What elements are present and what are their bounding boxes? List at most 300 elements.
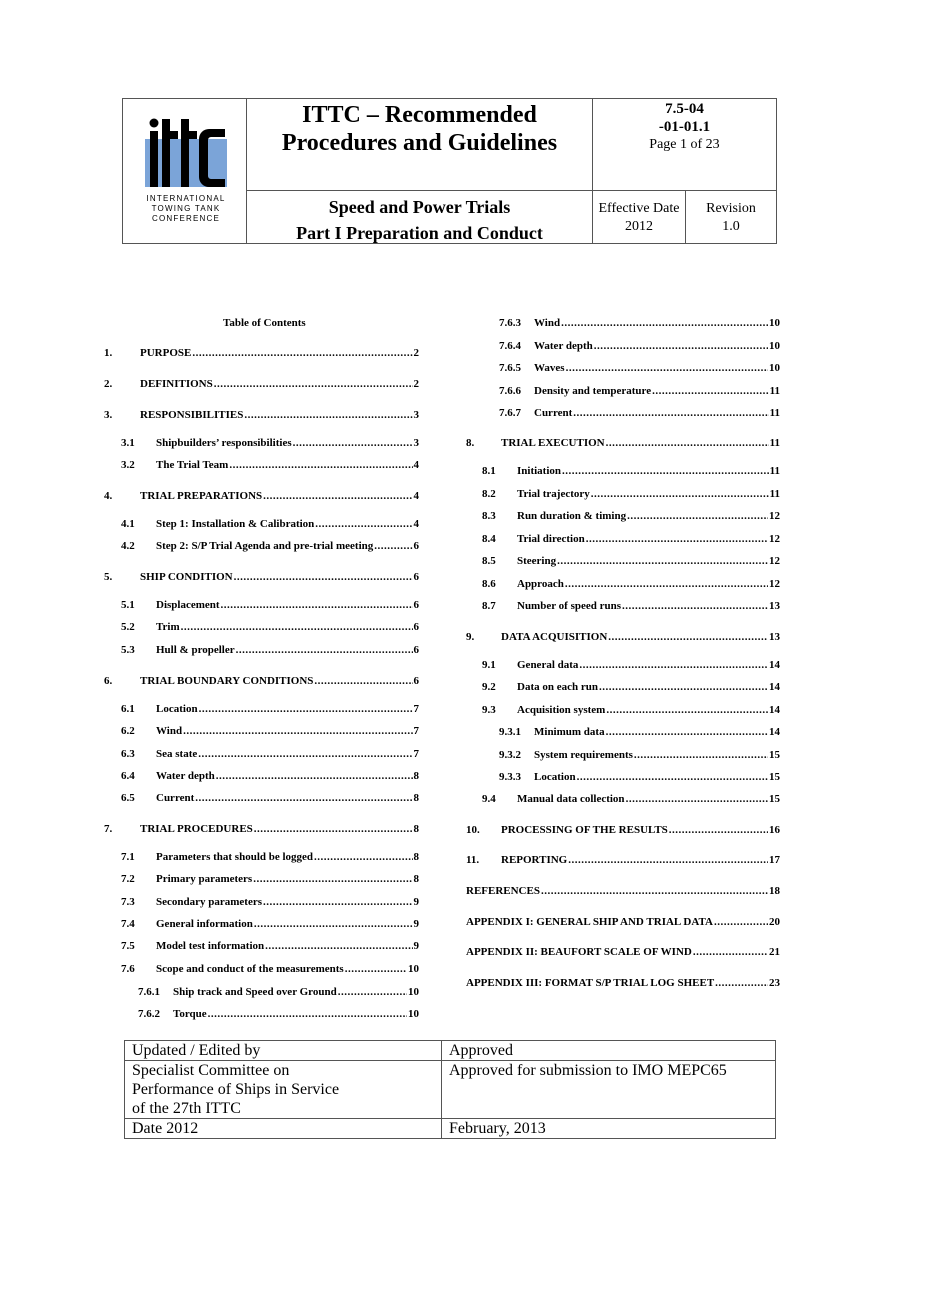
toc-entry[interactable] — [466, 916, 780, 930]
toc-entry[interactable] — [121, 518, 419, 532]
toc-entry-number: 4.2 — [121, 540, 135, 552]
toc-entry[interactable] — [104, 347, 419, 361]
toc-entry[interactable] — [104, 409, 419, 423]
toc-entry-number: 6. — [104, 675, 113, 687]
toc-entry-page: 9 — [413, 940, 419, 952]
toc-entry-title: General data — [517, 659, 579, 671]
toc-entry-page: 2 — [413, 378, 419, 390]
ittc-logo — [145, 117, 227, 224]
toc-entry-number: 7.6.6 — [499, 385, 521, 397]
toc-entry-page: 6 — [413, 621, 419, 633]
toc-entry-body — [140, 571, 419, 584]
toc-entry-number: 7.6.5 — [499, 362, 521, 374]
toc-entry-body — [517, 659, 780, 672]
toc-entry[interactable] — [104, 823, 419, 837]
toc-entry[interactable] — [499, 385, 780, 399]
toc-dot-leader — [195, 792, 412, 805]
toc-entry-page: 8 — [413, 873, 419, 885]
toc-entry-page: 4 — [413, 518, 419, 530]
toc-dot-leader — [314, 675, 412, 688]
toc-entry-number: 4. — [104, 490, 113, 502]
title-cell — [247, 99, 593, 191]
ittc-logo-icon — [145, 117, 227, 189]
toc-dot-leader — [254, 823, 413, 836]
toc-entry-body — [156, 540, 419, 553]
edited-by-header: Updated / Edited by — [125, 1041, 442, 1061]
toc-dot-leader — [374, 540, 412, 553]
toc-entry-page: 14 — [769, 681, 780, 693]
toc-dot-leader — [579, 659, 768, 672]
toc-dot-leader — [652, 385, 768, 398]
approved-header: Approved — [442, 1041, 776, 1061]
toc-entry-page: 11 — [769, 385, 780, 397]
toc-entry-title: TRIAL PROCEDURES — [140, 823, 253, 835]
toc-entry[interactable] — [482, 681, 780, 695]
toc-entry-number: 7.6.1 — [138, 986, 160, 998]
toc-entry[interactable] — [121, 792, 419, 806]
toc-entry-body — [173, 986, 419, 999]
toc-entry-number: 7.6.7 — [499, 407, 521, 419]
toc-entry-number: 5.2 — [121, 621, 135, 633]
toc-entry-body — [517, 465, 780, 478]
toc-entry-body — [534, 362, 780, 375]
toc-entry-title: General information — [156, 918, 253, 930]
logo-subtitle-1: INTERNATIONAL — [146, 194, 226, 203]
toc-dot-leader — [199, 703, 413, 716]
approved-value: Approved for submission to IMO MEPC65 — [442, 1061, 776, 1119]
toc-dot-leader — [634, 749, 768, 762]
toc-entry-page: 6 — [413, 571, 419, 583]
doc-code-line2: -01-01.1 — [658, 119, 711, 135]
doc-title-line2: Procedures and Guidelines — [281, 130, 558, 156]
toc-dot-leader — [338, 986, 407, 999]
toc-entry-page: 9 — [413, 918, 419, 930]
toc-entry-title: Ship track and Speed over Ground — [173, 986, 337, 998]
toc-entry-title: Location — [534, 771, 576, 783]
toc-dot-leader — [586, 533, 768, 546]
toc-entry[interactable] — [499, 726, 780, 740]
revision-value: 1.0 — [722, 219, 740, 234]
toc-entry[interactable] — [466, 437, 780, 451]
toc-entry-title: Run duration & timing — [517, 510, 627, 522]
toc-entry-page: 10 — [769, 362, 780, 374]
toc-dot-leader — [591, 488, 769, 501]
date-value: February, 2013 — [442, 1119, 776, 1139]
edited-by-line3: of the 27th ITTC — [132, 1100, 241, 1117]
toc-entry[interactable] — [138, 986, 419, 1000]
toc-entry-title: Wind — [534, 317, 561, 329]
doc-code-line1: 7.5-04 — [665, 101, 704, 117]
toc-entry-title: DEFINITIONS — [140, 378, 213, 390]
toc-entry-title: Data on each run — [517, 681, 598, 693]
toc-entry-number: 9. — [466, 631, 475, 643]
toc-entry-number: 4.1 — [121, 518, 135, 530]
toc-dot-leader — [714, 916, 768, 929]
toc-entry-page: 15 — [769, 771, 780, 783]
toc-entry-number: 3.2 — [121, 459, 135, 471]
toc-entry[interactable] — [121, 873, 419, 887]
toc-entry[interactable] — [121, 851, 419, 865]
doc-subtitle-line2: Part I Preparation and Conduct — [296, 223, 543, 243]
approval-header-row — [125, 1041, 776, 1061]
toc-entry-page: 15 — [769, 793, 780, 805]
toc-dot-leader — [214, 378, 413, 391]
toc-entry-title: Initiation — [517, 465, 562, 477]
page-number: Page 1 of 23 — [649, 137, 720, 152]
toc-dot-leader — [314, 851, 412, 864]
toc-entry-title: Steering — [517, 555, 557, 567]
toc-entry-page: 14 — [769, 726, 780, 738]
toc-dot-leader — [565, 578, 768, 591]
toc-entry[interactable] — [121, 540, 419, 554]
toc-entry-number: 9.3 — [482, 704, 496, 716]
toc-entry-body — [534, 407, 780, 420]
toc-entry-title: Primary parameters — [156, 873, 253, 885]
toc-entry-page: 10 — [769, 340, 780, 352]
toc-dot-leader — [244, 409, 412, 422]
toc-dot-leader — [216, 770, 413, 783]
toc-entry-page: 23 — [769, 977, 780, 989]
toc-entry[interactable] — [499, 317, 780, 331]
toc-entry-title: APPENDIX II: BEAUFORT SCALE OF WIND — [466, 946, 692, 958]
toc-entry-page: 16 — [769, 824, 780, 836]
toc-entry-page: 18 — [769, 885, 780, 897]
logo-cell — [123, 99, 247, 243]
toc-dot-leader — [557, 555, 768, 568]
toc-entry-page: 6 — [413, 675, 419, 687]
toc-entry[interactable] — [466, 946, 780, 960]
toc-entry-title: APPENDIX III: FORMAT S/P TRIAL LOG SHEET — [466, 977, 715, 989]
toc-dot-leader — [234, 571, 413, 584]
toc-entry-page: 8 — [413, 823, 419, 835]
toc-entry-body — [534, 771, 780, 784]
toc-entry-number: 8.7 — [482, 600, 496, 612]
toc-entry-page: 7 — [413, 703, 419, 715]
toc-entry-page: 10 — [408, 963, 419, 975]
toc-dot-leader — [263, 490, 412, 503]
toc-entry-page: 3 — [413, 409, 419, 421]
toc-dot-leader — [254, 918, 413, 931]
revision-cell — [686, 191, 776, 243]
toc-entry[interactable] — [121, 896, 419, 910]
toc-entry[interactable] — [482, 465, 780, 479]
toc-entry-title: RESPONSIBILITIES — [140, 409, 244, 421]
toc-entry-body — [140, 347, 419, 360]
toc-dot-leader — [608, 631, 768, 644]
toc-entry-body — [140, 675, 419, 688]
toc-dot-leader — [566, 362, 768, 375]
toc-entry-page: 8 — [413, 851, 419, 863]
revision-label: Revision — [706, 201, 756, 216]
toc-entry-body — [466, 977, 780, 990]
toc-entry[interactable] — [104, 571, 419, 585]
toc-entry-page: 6 — [413, 644, 419, 656]
toc-entry-page: 13 — [769, 631, 780, 643]
toc-entry-page: 9 — [413, 896, 419, 908]
toc-entry-title: Parameters that should be logged — [156, 851, 314, 863]
toc-entry-number: 8.3 — [482, 510, 496, 522]
toc-entry-body — [140, 823, 419, 836]
toc-dot-leader — [599, 681, 768, 694]
toc-entry-number: 8.4 — [482, 533, 496, 545]
toc-entry-body — [501, 437, 780, 450]
toc-entry-body — [156, 621, 419, 634]
toc-entry-title: Torque — [173, 1008, 207, 1020]
toc-entry[interactable] — [121, 770, 419, 784]
toc-dot-leader — [265, 940, 412, 953]
toc-entry-title: PURPOSE — [140, 347, 192, 359]
toc-entry-body — [517, 793, 780, 806]
toc-entry[interactable] — [499, 407, 780, 421]
date-label: Date 2012 — [125, 1119, 442, 1139]
toc-entry-body — [517, 555, 780, 568]
toc-entry-number: 9.2 — [482, 681, 496, 693]
toc-entry-number: 9.1 — [482, 659, 496, 671]
toc-entry[interactable] — [121, 918, 419, 932]
toc-entry[interactable] — [499, 749, 780, 763]
toc-entry[interactable] — [482, 578, 780, 592]
toc-entry-body — [534, 317, 780, 330]
toc-entry-number: 6.3 — [121, 748, 135, 760]
toc-entry-title: Acquisition system — [517, 704, 606, 716]
toc-entry-number: 9.3.3 — [499, 771, 521, 783]
toc-entry-body — [156, 940, 419, 953]
toc-entry-title: Displacement — [156, 599, 220, 611]
toc-entry-page: 7 — [413, 748, 419, 760]
toc-entry-page: 4 — [413, 490, 419, 502]
toc-dot-leader — [263, 896, 412, 909]
logo-i-dot — [150, 119, 159, 128]
toc-entry[interactable] — [482, 555, 780, 569]
toc-entry-number: 7.6.3 — [499, 317, 521, 329]
toc-entry-page: 20 — [769, 916, 780, 928]
toc-entry-page: 13 — [769, 600, 780, 612]
toc-entry[interactable] — [121, 644, 419, 658]
toc-entry[interactable] — [466, 885, 780, 899]
toc-entry[interactable] — [121, 963, 419, 977]
toc-entry-title: Trial trajectory — [517, 488, 590, 500]
toc-entry-title: Scope and conduct of the measurements — [156, 963, 344, 975]
toc-entry-title: Current — [534, 407, 573, 419]
logo-i-stem — [150, 131, 158, 187]
toc-entry[interactable] — [121, 748, 419, 762]
edited-by-line2: Performance of Ships in Service — [132, 1081, 340, 1098]
toc-dot-leader — [181, 621, 413, 634]
toc-entry[interactable] — [138, 1008, 419, 1022]
toc-entry-title: Step 2: S/P Trial Agenda and pre-trial meeting — [156, 540, 374, 552]
toc-entry-page: 6 — [413, 599, 419, 611]
toc-entry-body — [156, 792, 419, 805]
toc-entry-body — [173, 1008, 419, 1021]
toc-entry[interactable] — [121, 940, 419, 954]
toc-entry-page: 14 — [769, 659, 780, 671]
toc-entry-body — [156, 437, 419, 450]
toc-dot-leader — [606, 726, 768, 739]
toc-entry[interactable] — [104, 378, 419, 392]
toc-entry-body — [156, 963, 419, 976]
toc-entry-number: 7.6.2 — [138, 1008, 160, 1020]
toc-entry[interactable] — [121, 459, 419, 473]
toc-entry-page: 8 — [413, 770, 419, 782]
toc-dot-leader — [561, 317, 768, 330]
toc-entry[interactable] — [104, 675, 419, 689]
toc-dot-leader — [192, 347, 412, 360]
toc-entry-number: 7.6.4 — [499, 340, 521, 352]
effective-date-value: 2012 — [625, 219, 653, 234]
toc-entry-page: 12 — [769, 555, 780, 567]
toc-entry-title: SHIP CONDITION — [140, 571, 233, 583]
toc-dot-leader — [253, 873, 412, 886]
toc-entry[interactable] — [482, 704, 780, 718]
toc-entry-number: 7.4 — [121, 918, 135, 930]
toc-entry-page: 10 — [769, 317, 780, 329]
toc-entry-title: Model test information — [156, 940, 265, 952]
toc-entry[interactable] — [482, 510, 780, 524]
toc-entry[interactable] — [499, 340, 780, 354]
toc-entry-title: TRIAL BOUNDARY CONDITIONS — [140, 675, 314, 687]
toc-entry-page: 10 — [408, 1008, 419, 1020]
toc-entry[interactable] — [482, 793, 780, 807]
toc-entry-body — [534, 340, 780, 353]
toc-entry-number: 8.2 — [482, 488, 496, 500]
toc-entry-number: 6.1 — [121, 703, 135, 715]
toc-entry-number: 8.1 — [482, 465, 496, 477]
toc-entry[interactable] — [466, 977, 780, 991]
toc-entry-title: DATA ACQUISITION — [501, 631, 608, 643]
toc-entry-body — [466, 946, 780, 959]
toc-entry-body — [140, 409, 419, 422]
subtitle-cell — [247, 191, 593, 243]
toc-entry[interactable] — [466, 631, 780, 645]
doc-title-line1: ITTC – Recommended — [302, 102, 537, 128]
logo-subtitle-2: TOWING TANK — [151, 204, 221, 213]
toc-entry-body — [517, 488, 780, 501]
toc-entry-page: 12 — [769, 510, 780, 522]
toc-entry-body — [156, 896, 419, 909]
toc-entry-page: 14 — [769, 704, 780, 716]
toc-entry-body — [466, 916, 780, 929]
toc-entry-number: 1. — [104, 347, 113, 359]
toc-entry-page: 2 — [413, 347, 419, 359]
toc-dot-leader — [693, 946, 768, 959]
toc-entry-body — [156, 599, 419, 612]
toc-entry-title: Trial direction — [517, 533, 585, 545]
toc-dot-leader — [568, 854, 768, 867]
toc-entry-number: 3.1 — [121, 437, 135, 449]
toc-entry-body — [501, 854, 780, 867]
toc-dot-leader — [183, 725, 412, 738]
toc-entry[interactable] — [499, 771, 780, 785]
toc-entry-title: REFERENCES — [466, 885, 540, 897]
toc-entry-page: 11 — [769, 437, 780, 449]
toc-entry[interactable] — [121, 725, 419, 739]
toc-entry[interactable] — [482, 659, 780, 673]
document-header-table — [122, 98, 777, 244]
toc-entry-page: 21 — [769, 946, 780, 958]
toc-title: Table of Contents — [223, 317, 306, 329]
toc-entry-title: Waves — [534, 362, 565, 374]
toc-entry-page: 15 — [769, 749, 780, 761]
toc-entry-number: 6.4 — [121, 770, 135, 782]
toc-entry-title: Manual data collection — [517, 793, 625, 805]
approval-body-row — [125, 1061, 776, 1119]
toc-entry[interactable] — [466, 854, 780, 868]
toc-dot-leader — [198, 748, 412, 761]
toc-entry[interactable] — [482, 600, 780, 614]
toc-entry-body — [156, 748, 419, 761]
toc-entry-title: APPENDIX I: GENERAL SHIP AND TRIAL DATA — [466, 916, 713, 928]
toc-entry[interactable] — [466, 824, 780, 838]
toc-entry-number: 7.3 — [121, 896, 135, 908]
toc-entry-number: 9.3.1 — [499, 726, 521, 738]
toc-entry-page: 12 — [769, 578, 780, 590]
toc-dot-leader — [229, 459, 412, 472]
logo-subtitle-3: CONFERENCE — [151, 214, 220, 223]
toc-entry-body — [156, 851, 419, 864]
toc-entry-title: Step 1: Installation & Calibration — [156, 518, 315, 530]
toc-entry-body — [466, 885, 780, 898]
toc-entry[interactable] — [104, 490, 419, 504]
toc-entry-page: 3 — [413, 437, 419, 449]
toc-entry-title: Approach — [517, 578, 564, 590]
doc-subtitle-line1: Speed and Power Trials — [328, 197, 511, 217]
toc-dot-leader — [221, 599, 413, 612]
toc-entry-body — [534, 749, 780, 762]
toc-entry-number: 7.1 — [121, 851, 135, 863]
toc-entry-title: Shipbuilders’ responsibilities — [156, 437, 292, 449]
toc-entry-title: PROCESSING OF THE RESULTS — [501, 824, 668, 836]
toc-dot-leader — [606, 704, 768, 717]
toc-entry-title: Current — [156, 792, 195, 804]
toc-entry[interactable] — [121, 599, 419, 613]
toc-entry-body — [140, 490, 419, 503]
toc-dot-leader — [606, 437, 769, 450]
toc-entry[interactable] — [482, 488, 780, 502]
toc-entry-title: Density and temperature — [534, 385, 652, 397]
toc-entry-number: 5.3 — [121, 644, 135, 656]
toc-entry-title: The Trial Team — [156, 459, 229, 471]
toc-entry[interactable] — [482, 533, 780, 547]
toc-entry-title: Number of speed runs — [517, 600, 622, 612]
toc-entry[interactable] — [121, 437, 419, 451]
toc-entry[interactable] — [121, 621, 419, 635]
toc-dot-leader — [236, 644, 413, 657]
toc-entry-page: 11 — [769, 407, 780, 419]
toc-entry[interactable] — [121, 703, 419, 717]
toc-dot-leader — [345, 963, 407, 976]
toc-entry-number: 7.2 — [121, 873, 135, 885]
toc-entry-body — [534, 726, 780, 739]
toc-entry-body — [517, 533, 780, 546]
edited-by-line1: Specialist Committee on — [132, 1062, 290, 1079]
toc-entry-body — [156, 770, 419, 783]
approval-table — [124, 1040, 776, 1139]
toc-entry-number: 9.3.2 — [499, 749, 521, 761]
toc-entry-title: Sea state — [156, 748, 198, 760]
toc-entry-body — [534, 385, 780, 398]
toc-entry-page: 6 — [413, 540, 419, 552]
toc-entry-number: 8. — [466, 437, 475, 449]
toc-entry-body — [156, 644, 419, 657]
toc-entry-body — [156, 703, 419, 716]
toc-dot-leader — [293, 437, 413, 450]
toc-dot-leader — [562, 465, 769, 478]
toc-entry-body — [140, 378, 419, 391]
code-cell — [593, 99, 776, 191]
toc-entry[interactable] — [499, 362, 780, 376]
toc-entry-number: 3. — [104, 409, 113, 421]
toc-entry-number: 6.2 — [121, 725, 135, 737]
